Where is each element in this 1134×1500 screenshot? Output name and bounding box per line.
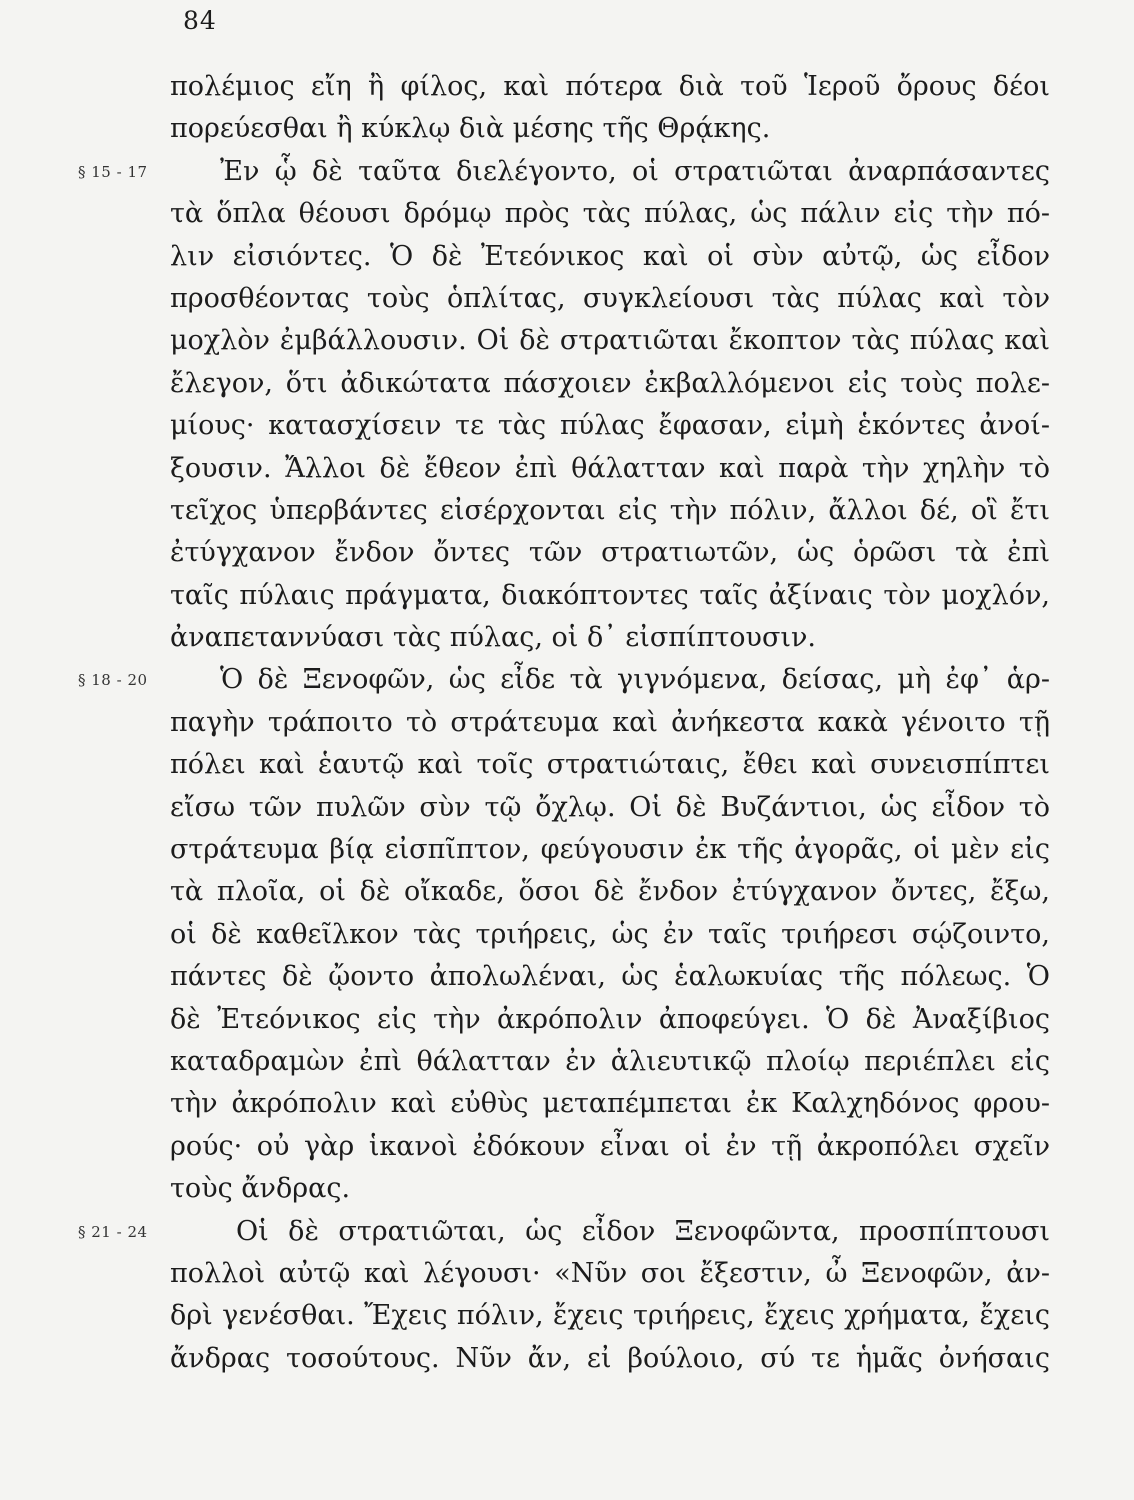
text-line <box>170 575 1050 617</box>
line-text: εἴσω τῶν πυλῶν σὺν τῷ ὄχλῳ. Οἱ δὲ Βυζάντιοι, ὡς εἶδον τὸ <box>170 791 1050 823</box>
section-reference: § 18 - 20 <box>78 671 148 690</box>
text-line <box>170 1126 1050 1168</box>
text-line <box>170 1253 1050 1295</box>
text-line <box>170 108 1050 150</box>
text-line <box>170 871 1050 913</box>
line-text: δρὶ γενέσθαι. Ἔχεις πόλιν, ἔχεις τριήρεις, ἔχεις χρήματα, ἔχεις <box>170 1300 1050 1332</box>
text-line <box>170 956 1050 998</box>
text-line <box>78 151 1050 193</box>
line-text: καταδραμὼν ἐπὶ θάλατταν ἐν ἁλιευτικῷ πλοίῳ περιέπλει εἰς <box>170 1045 1050 1077</box>
text-line <box>170 320 1050 362</box>
line-text: ταῖς πύλαις πράγματα, διακόπτοντες ταῖς ἀξίναις τὸν μοχλόν, <box>170 579 1050 611</box>
line-text: οἱ δὲ καθεῖλκον τὰς τριήρεις, ὡς ἐν ταῖς τριήρεσι σῴζοιντο, <box>170 918 1050 950</box>
line-text: τὴν ἀκρόπολιν καὶ εὐθὺς μεταπέμπεται ἐκ Καλχηδόνος φρου- <box>170 1088 1050 1120</box>
text-line <box>170 914 1050 956</box>
line-text: μίους· κατασχίσειν τε τὰς πύλας ἔφασαν, εἰμὴ ἑκόντες ἀνοί- <box>170 410 1050 442</box>
text-line <box>170 278 1050 320</box>
page-number: 84 <box>183 6 217 35</box>
line-text: προσθέοντας τοὺς ὁπλίτας, συγκλείουσι τὰς πύλας καὶ τὸν <box>170 282 1050 314</box>
line-text: τοὺς ἄνδρας. <box>170 1173 351 1205</box>
line-text: πολέμιος εἴη ἢ φίλος, καὶ πότερα διὰ τοῦ Ἱεροῦ ὄρους δέοι <box>170 71 1050 102</box>
line-text: μοχλὸν ἐμβάλλουσιν. Οἱ δὲ στρατιῶται ἔκοπτον τὰς πύλας καὶ <box>170 325 1050 357</box>
text-line <box>170 193 1050 235</box>
text-line <box>170 1083 1050 1125</box>
text-line <box>170 829 1050 871</box>
text-line <box>170 66 1050 108</box>
text-line <box>78 1211 1050 1253</box>
line-text: ἄνδρας τοσούτους. Νῦν ἄν, εἰ βούλοιο, σύ τε ἡμᾶς ὀνήσαις <box>170 1342 1050 1374</box>
text-line <box>170 1168 1050 1210</box>
line-text: παγὴν τράποιτο τὸ στράτευμα καὶ ἀνήκεστα κακὰ γένοιτο τῇ <box>170 706 1050 738</box>
text-line <box>170 702 1050 744</box>
line-text: τὰ ὅπλα θέουσι δρόμῳ πρὸς τὰς πύλας, ὡς πάλιν εἰς τὴν πό- <box>170 198 1050 230</box>
line-text: στράτευμα βίᾳ εἰσπῖπτον, φεύγουσιν ἐκ τῆς ἀγορᾶς, οἱ μὲν εἰς <box>170 834 1050 866</box>
line-text: πάντες δὲ ᾤοντο ἀπολωλέναι, ὡς ἑαλωκυίας τῆς πόλεως. Ὁ <box>170 961 1050 993</box>
text-line <box>78 659 1050 701</box>
text-line <box>170 405 1050 447</box>
text-line <box>170 236 1050 278</box>
section-reference: § 15 - 17 <box>78 162 148 181</box>
line-text: λιν εἰσιόντες. Ὁ δὲ Ἐτεόνικος καὶ οἱ σὺν αὐτῷ, ὡς εἶδον <box>170 240 1050 272</box>
line-text: ἐτύγχανον ἔνδον ὄντες τῶν στρατιωτῶν, ὡς ὁρῶσι τὰ ἐπὶ <box>170 537 1050 569</box>
line-text: ξουσιν. Ἄλλοι δὲ ἔθεον ἐπὶ θάλατταν καὶ παρὰ τὴν χηλὴν τὸ <box>170 452 1050 484</box>
line-text: πολλοὶ αὐτῷ καὶ λέγουσι· «Νῦν σοι ἔξεστιν, ὦ Ξενοφῶν, ἀν- <box>170 1257 1050 1289</box>
section-reference: § 21 - 24 <box>78 1222 148 1241</box>
text-line <box>170 744 1050 786</box>
text-line <box>170 363 1050 405</box>
text-line <box>170 617 1050 659</box>
line-text: δὲ Ἐτεόνικος εἰς τὴν ἀκρόπολιν ἀποφεύγει. Ὁ δὲ Ἀναξίβιος <box>170 1003 1050 1035</box>
line-text: πορεύεσθαι ἢ κύκλῳ διὰ μέσης τῆς Θρᾴκης. <box>170 113 771 145</box>
line-text: ρούς· οὐ γὰρ ἱκανοὶ ἐδόκουν εἶναι οἱ ἐν τῇ ἀκροπόλει σχεῖν <box>170 1130 1050 1162</box>
text-line <box>170 1041 1050 1083</box>
line-text: Ὁ δὲ Ξενοφῶν, ὡς εἶδε τὰ γιγνόμενα, δείσας, μὴ ἐφ᾽ ἁρ- <box>220 664 1050 696</box>
line-text: τεῖχος ὑπερβάντες εἰσέρχονται εἰς τὴν πόλιν, ἄλλοι δέ, οἳ ἔτι <box>170 494 1050 526</box>
line-text: ἀναπεταννύασι τὰς πύλας, οἱ δ᾽ εἰσπίπτουσιν. <box>170 622 816 654</box>
greek-text-body <box>78 66 1050 1380</box>
line-text: Ἐν ᾧ δὲ ταῦτα διελέγοντο, οἱ στρατιῶται ἀναρπάσαντες <box>220 155 1050 187</box>
text-line <box>170 532 1050 574</box>
line-text: πόλει καὶ ἑαυτῷ καὶ τοῖς στρατιώταις, ἔθει καὶ συνεισπίπτει <box>170 749 1050 781</box>
text-line <box>170 1338 1050 1380</box>
text-line <box>170 448 1050 490</box>
text-line <box>170 490 1050 532</box>
text-line <box>170 787 1050 829</box>
line-text: ἔλεγον, ὅτι ἀδικώτατα πάσχοιεν ἐκβαλλόμενοι εἰς τοὺς πολε- <box>170 367 1050 399</box>
text-line <box>170 1295 1050 1337</box>
line-text: τὰ πλοῖα, οἱ δὲ οἴκαδε, ὅσοι δὲ ἔνδον ἐτύγχανον ὄντες, ἔξω, <box>170 876 1050 908</box>
line-text: Οἱ δὲ στρατιῶται, ὡς εἶδον Ξενοφῶντα, προσπίπτουσι <box>236 1215 1050 1247</box>
text-line <box>170 999 1050 1041</box>
